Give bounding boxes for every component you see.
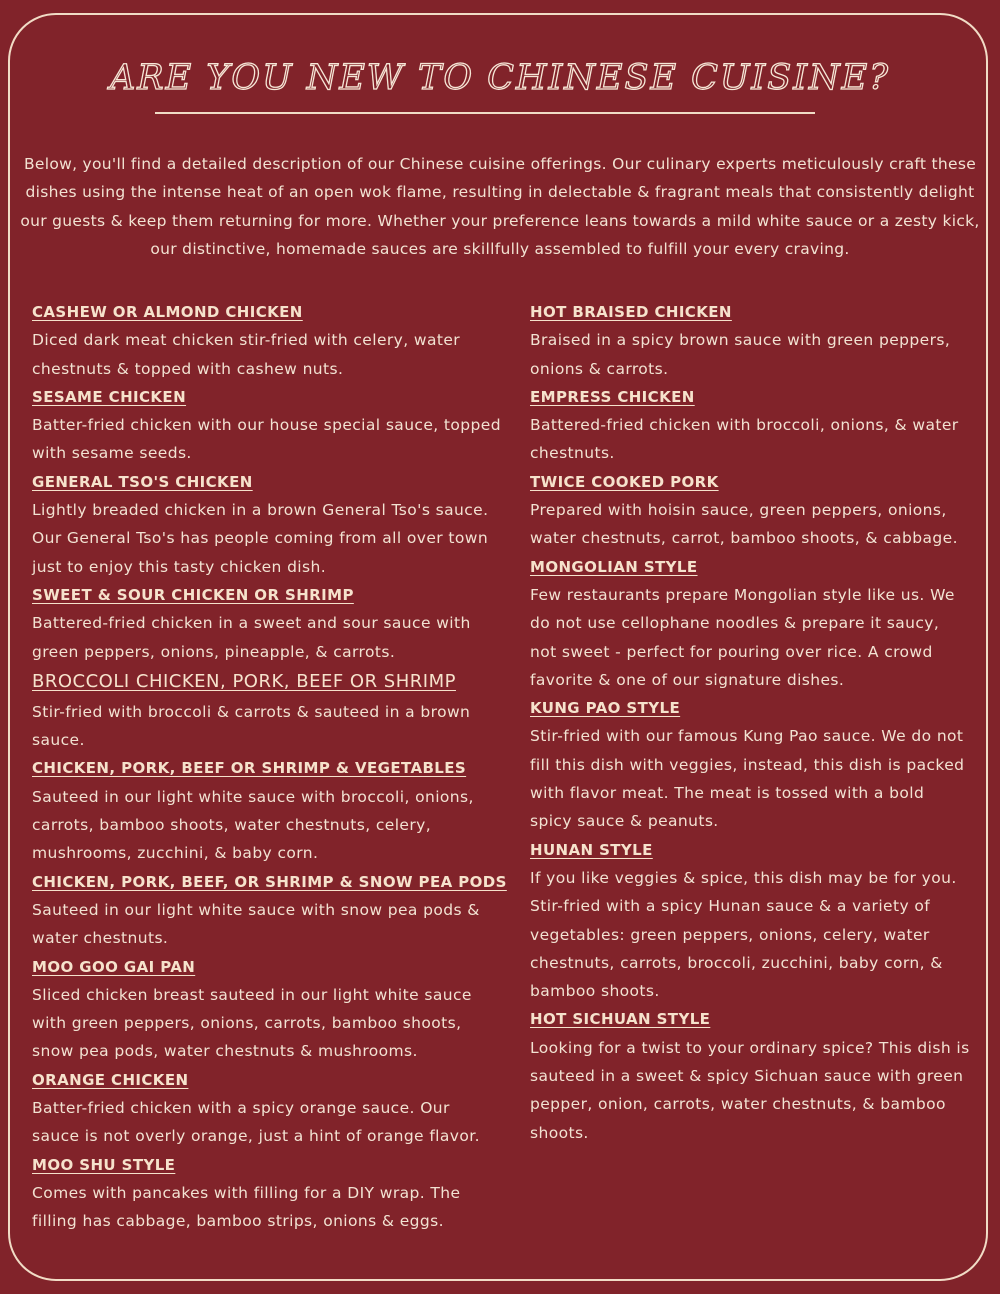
dish-name: GENERAL TSO'S CHICKEN [32, 472, 253, 491]
dish-description: Looking for a twist to your ordinary spice? This dish is sauteed in a sweet & spicy Sichuan sauce with green pepper, onion, carrots, water chestnuts, & bamboo shoots. [530, 1038, 970, 1142]
dish-item [32, 1151, 502, 1236]
dish-name: MOO SHU STYLE [32, 1155, 176, 1174]
dish-description: Comes with pancakes with filling for a DIY wrap. The filling has cabbage, bamboo strips, onions & eggs. [32, 1183, 461, 1231]
dish-item [530, 1005, 970, 1146]
dish-name: CASHEW OR ALMOND CHICKEN [32, 303, 303, 321]
dish-name: CHICKEN, PORK, BEEF, OR SHRIMP & SNOW PEA PODS [32, 872, 507, 891]
dish-name: SWEET & SOUR CHICKEN OR SHRIMP [32, 585, 354, 604]
dish-name: MONGOLIAN STYLE [530, 557, 698, 576]
dish-description: Few restaurants prepare Mongolian style like us. We do not use cellophane noodles & prepare it saucy, not sweet - perfect for pouring over rice. A crowd favorite & one of our signature dishes. [530, 585, 955, 689]
dish-name: SESAME CHICKEN [32, 387, 187, 406]
dish-description: Batter-fried chicken with our house special sauce, topped with sesame seeds. [32, 416, 501, 463]
dish-name: ORANGE CHICKEN [32, 1070, 189, 1089]
title-underline [155, 112, 815, 114]
dish-name: EMPRESS CHICKEN [530, 387, 695, 406]
dish-item [32, 868, 507, 953]
dish-item [530, 298, 970, 383]
dish-item [530, 553, 970, 694]
dish-name: KUNG PAO STYLE [530, 699, 681, 718]
dish-item [32, 581, 502, 666]
dish-description: Prepared with hoisin sauce, green peppers, onions, water chestnuts, carrot, bamboo shoots, & cabbage. [530, 501, 958, 548]
dish-item [32, 298, 502, 383]
page-title: ARE YOU NEW TO CHINESE CUISINE? [110, 58, 890, 98]
dish-name: HOT BRAISED CHICKEN [530, 303, 732, 321]
dish-name: MOO GOO GAI PAN [32, 957, 196, 976]
dish-description: Batter-fried chicken with a spicy orange sauce. Our sauce is not overly orange, just a hint of orange flavor. [32, 1099, 480, 1146]
dish-description: Sliced chicken breast sauteed in our light white sauce with green peppers, onions, carrots, bamboo shoots, snow pea pods, water chestnuts & mushrooms. [32, 985, 472, 1061]
dish-description: Sauteed in our light white sauce with snow pea pods & water chestnuts. [32, 900, 480, 948]
dish-description: Stir-fried with broccoli & carrots & sauteed in a brown sauce. [32, 702, 471, 750]
intro-paragraph: Below, you'll find a detailed description of our Chinese cuisine offerings. Our culinary experts meticulously craft these dishes using the intense heat of an open wok flame, resulting in delectable & fragrant meals that consistently delight our guests & keep them returning for more. Whether your preference leans towards a mild white sauce or a zesty kick, our distinctive, homemade sauces are skillfully assembled to fulfill your every craving. [20, 155, 980, 258]
dish-description: Diced dark meat chicken stir-fried with celery, water chestnuts & topped with cashew nuts. [32, 331, 461, 378]
right-menu-column [530, 298, 970, 1147]
dish-name: HOT SICHUAN STYLE [530, 1010, 711, 1029]
dish-name: CHICKEN, PORK, BEEF OR SHRIMP & VEGETABLES [32, 759, 467, 778]
dish-description: If you like veggies & spice, this dish may be for you. Stir-fried with a spicy Hunan sauce & a variety of vegetables: green peppers, onions, celery, water chestnuts, carrots, broccoli, zucchini, baby corn, & bamboo shoots. [530, 868, 957, 1001]
dish-item [32, 1066, 502, 1151]
dish-name: HUNAN STYLE [530, 840, 653, 859]
dish-item [32, 468, 502, 581]
dish-item [32, 383, 502, 468]
dish-item [530, 383, 970, 468]
dish-description: Stir-fried with our famous Kung Pao sauce. We do not fill this dish with veggies, instead, this dish is packed with flavor meat. The meat is tossed with a bold spicy sauce & peanuts. [530, 727, 965, 831]
dish-description: Braised in a spicy brown sauce with green peppers, onions & carrots. [530, 331, 951, 378]
left-menu-column [32, 298, 507, 1236]
dish-description: Battered-fried chicken in a sweet and sour sauce with green peppers, onions, pineapple, & carrots. [32, 614, 471, 661]
dish-item [530, 468, 970, 553]
dish-description: Lightly breaded chicken in a brown General Tso's sauce. Our General Tso's has people coming from all over town just to enjoy this tasty chicken dish. [32, 501, 489, 576]
dish-item [32, 666, 502, 755]
dish-item [32, 953, 502, 1066]
dish-description: Sauteed in our light white sauce with broccoli, onions, carrots, bamboo shoots, water chestnuts, celery, mushrooms, zucchini, & baby corn. [32, 787, 474, 863]
dish-item [32, 754, 502, 867]
dish-item [530, 694, 970, 835]
dish-description: Battered-fried chicken with broccoli, onions, & water chestnuts. [530, 416, 959, 463]
dish-item [530, 836, 970, 1006]
dish-name: TWICE COOKED PORK [530, 472, 719, 491]
dish-name: BROCCOLI CHICKEN, PORK, BEEF OR SHRIMP [32, 670, 456, 692]
